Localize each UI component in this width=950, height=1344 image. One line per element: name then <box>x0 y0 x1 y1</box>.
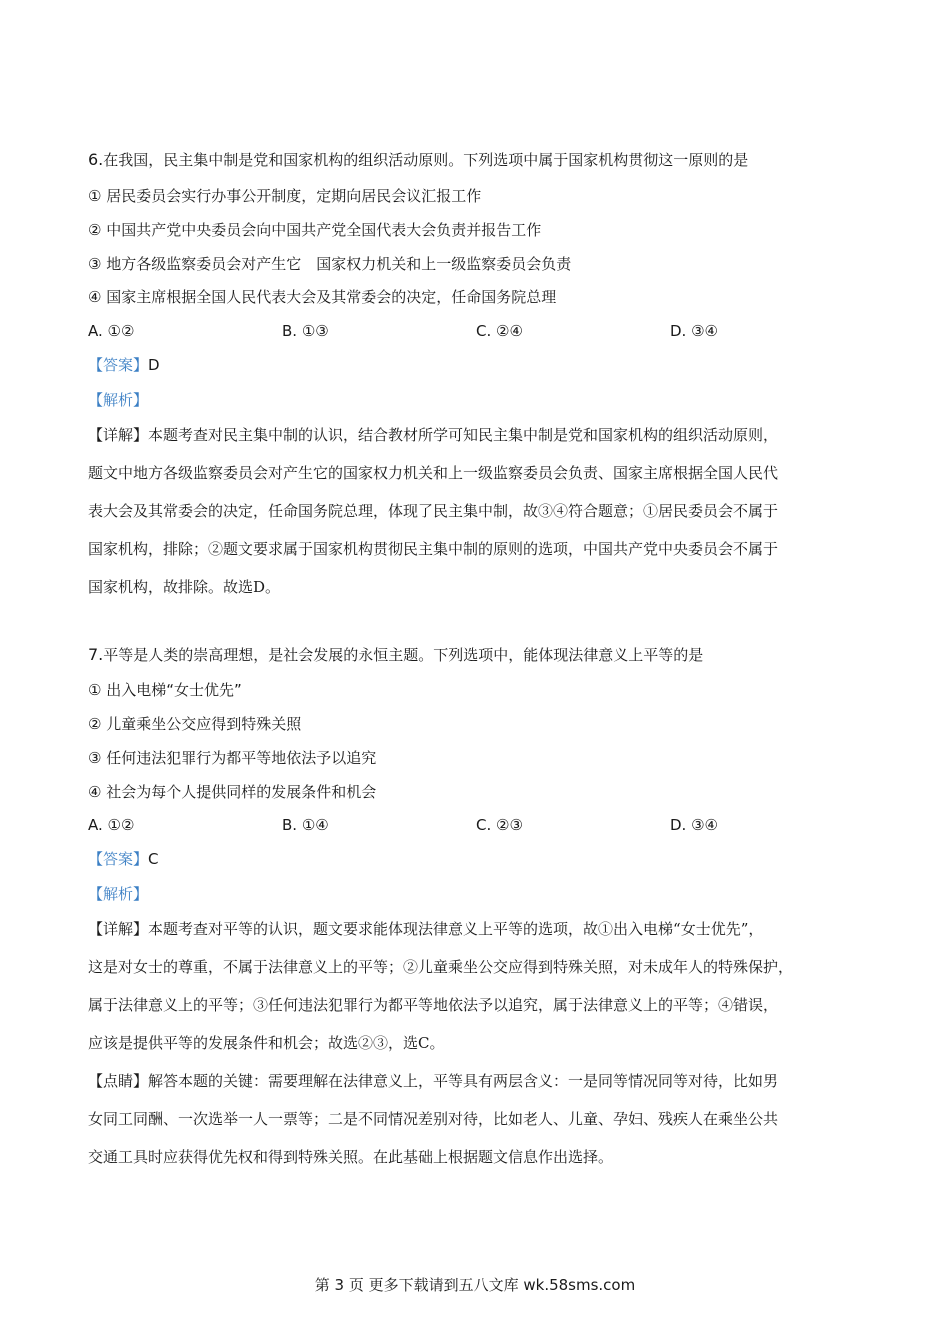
question-7-analysis-tag: 【解析】 <box>88 885 149 903</box>
question-6-detail-line-3: 表大会及其常委会的决定，任命国务院总理，体现了民主集中制，故③④符合题意；①居民委员会不属于 <box>88 502 779 520</box>
question-6-stem: 6.在我国，民主集中制是党和国家机构的组织活动原则。下列选项中属于国家机构贯彻这一原则的是 <box>88 150 749 169</box>
question-6-item-1: ① 居民委员会实行办事公开制度，定期向居民会议汇报工作 <box>88 187 482 205</box>
answer-tag: 【答案】 <box>88 356 149 374</box>
answer-value: C <box>148 850 159 868</box>
question-7-point-line-2: 女同工同酬、一次选举一人一票等；二是不同情况差别对待，比如老人、儿童、孕妇、残疾人在乘坐公共 <box>88 1110 779 1128</box>
answer-tag: 【答案】 <box>88 850 149 868</box>
question-7-detail-line-4: 应该是提供平等的发展条件和机会；故选②③，选C。 <box>88 1034 445 1052</box>
page-footer: 第 3 页 更多下载请到五八文库 wk.58sms.com <box>314 1276 636 1294</box>
question-7-stem: 7.平等是人类的崇高理想，是社会发展的永恒主题。下列选项中，能体现法律意义上平等的是 <box>88 645 704 664</box>
question-7-detail-line-2: 这是对女士的尊重，不属于法律意义上的平等；②儿童乘坐公交应得到特殊关照，对未成年人的特殊保护， <box>88 958 794 976</box>
question-6-option-a: A. ①② <box>88 322 135 340</box>
point-tag: 【点睛】 <box>88 1072 149 1090</box>
question-7-option-d: D. ③④ <box>670 816 718 834</box>
detail-tag: 【详解】 <box>88 920 149 938</box>
question-6-answer <box>88 355 160 375</box>
question-7-answer <box>88 849 159 869</box>
question-7-point-line-3: 交通工具时应获得优先权和得到特殊关照。在此基础上根据题文信息作出选择。 <box>88 1148 614 1166</box>
question-7-number: 7. <box>88 645 104 664</box>
question-7-item-4: ④ 社会为每个人提供同样的发展条件和机会 <box>88 783 377 801</box>
question-6-detail-line-4: 国家机构，排除；②题文要求属于国家机构贯彻民主集中制的原则的选项，中国共产党中央委员会不属于 <box>88 540 779 558</box>
detail-tag: 【详解】 <box>88 426 149 444</box>
question-7-item-2: ② 儿童乘坐公交应得到特殊关照 <box>88 715 302 733</box>
question-7-item-1: ① 出入电梯“女士优先” <box>88 681 242 699</box>
question-7-item-3: ③ 任何违法犯罪行为都平等地依法予以追究 <box>88 749 377 767</box>
question-6-detail-line-5: 国家机构，故排除。故选D。 <box>88 578 281 596</box>
question-6-analysis-tag: 【解析】 <box>88 391 149 409</box>
question-7-option-c: C. ②③ <box>476 816 523 834</box>
question-7-option-b: B. ①④ <box>282 816 329 834</box>
question-7-option-a: A. ①② <box>88 816 135 834</box>
question-6-option-c: C. ②④ <box>476 322 523 340</box>
question-6-option-d: D. ③④ <box>670 322 718 340</box>
question-6-option-b: B. ①③ <box>282 322 329 340</box>
question-6-item-2: ② 中国共产党中央委员会向中国共产党全国代表大会负责并报告工作 <box>88 221 542 239</box>
question-7-point-line-1: 【点睛】解答本题的关键：需要理解在法律意义上，平等具有两层含义：一是同等情况同等对待，比如男 <box>88 1072 779 1090</box>
question-6-item-4: ④ 国家主席根据全国人民代表大会及其常委会的决定，任命国务院总理 <box>88 288 557 306</box>
question-6-detail-line-1: 【详解】本题考查对民主集中制的认识，结合教材所学可知民主集中制是党和国家机构的组织活动原则， <box>88 426 779 444</box>
question-7-detail-line-1: 【详解】本题考查对平等的认识，题文要求能体现法律意义上平等的选项，故①出入电梯“女士优先”， <box>88 920 764 938</box>
question-7-detail-line-3: 属于法律意义上的平等；③任何违法犯罪行为都平等地依法予以追究，属于法律意义上的平等；④错误， <box>88 996 779 1014</box>
question-6-item-3: ③ 地方各级监察委员会对产生它 国家权力机关和上一级监察委员会负责 <box>88 255 572 273</box>
answer-value: D <box>148 356 160 374</box>
question-6-number: 6. <box>88 150 104 169</box>
question-6-detail-line-2: 题文中地方各级监察委员会对产生它的国家权力机关和上一级监察委员会负责、国家主席根据全国人民代 <box>88 464 779 482</box>
